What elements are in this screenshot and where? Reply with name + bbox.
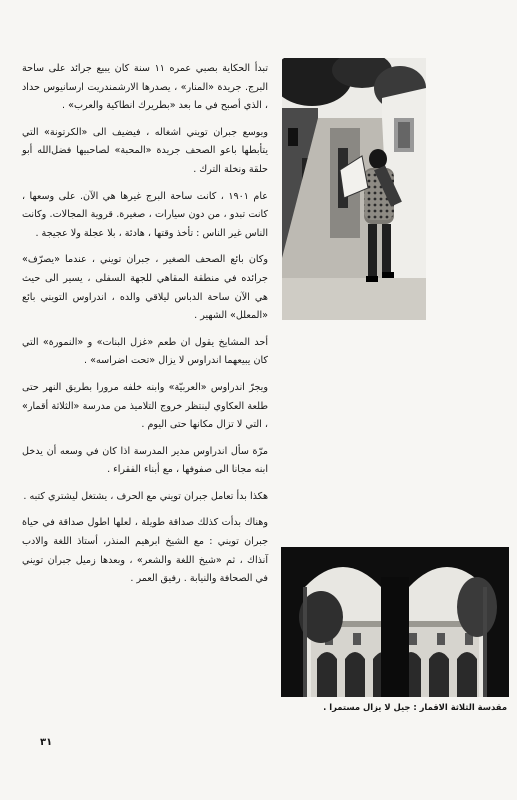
newsboy-street-photo [282,58,426,320]
paragraph: ويجرّ اندراوس «العربيّة» وابنه خلفه مرورا بطريق النهر حتى طلعة العكاوي لينتظر خروج التلاميذ من مدرسة «الثلاثة أقمار» ، التي لا تزال مكانها حتى اليوم . [22,381,268,431]
paragraph: وهناك بدأت كذلك صداقة طويلة ، لعلها اطول صداقة في حياة جبران تويني : مع الشيخ ابرهيم المنذر، أستاذ اللغة والادب آنذاك ، ثم «شيخ اللغة والشعر» ، وبعدها زميل جبران تويني في الصحافة والنيابة . رفيق العمر . [22,517,268,585]
photo-caption: مقدسة الثلاثة الاقمار : جيل لا يزال مستمرا . [323,702,507,712]
school-arches-photo [281,547,509,697]
article-body [22,60,268,597]
paragraph: عام ١٩٠١ ، كانت ساحة البرج غيرها هي الآن. على وسعها ، كانت تبدو ، من دون سيارات ، صغيرة. قروية المجالات. وكانت الناس غير الناس : تأخذ وقتها ، هادئة ، بلا عجلة ولا عجيجة . [22,190,268,239]
paragraph: تبدأ الحكاية بصبي عمره ١١ سنة كان يبيع جرائد على ساحة البرج. جريدة «المنار» ، يصدرها الارشمندريت ارسانيوس حداد ، الذي أصبح في ما بعد «بطريرك انطاكية والعرب» . [22,63,268,112]
paragraph: أحد المشايخ يقول ان طعم «غزل البنات» و «النمورة» التي كان يبيعهما اندراوس لا يزال «تحت اضراسه» . [22,336,268,367]
paragraph: ويوسع جبران تويني اشغاله ، فيضيف الى «الكرتونة» التي يتأبطها باعو الصحف جريدة «المحبة» لصاحبيها فضل‌الله أبو حلقة ونخلة الترك . [22,126,268,175]
paragraph: مرّة سأل اندراوس مدير المدرسة اذا كان في وسعه أن يدخل ابنه مجانا الى صفوفها ، مع أبناء الفقراء . [22,445,268,476]
paragraph: وكان بائع الصحف الصغير ، جبران تويني ، عندما «يصرّف» جرائده في منطقة المقاهي للجهة السفلى ، يسير الى حيث هي الآن ساحة الدباس ليلاقي والده ، اندراوس التويني بائع «المعلل» الشهير . [22,254,268,322]
paragraph: هكذا بدأ تعامل جبران تويني مع الحرف ، يشتغل ليشتري كتبه . [23,490,268,502]
page-number: ٣١ [40,737,53,748]
